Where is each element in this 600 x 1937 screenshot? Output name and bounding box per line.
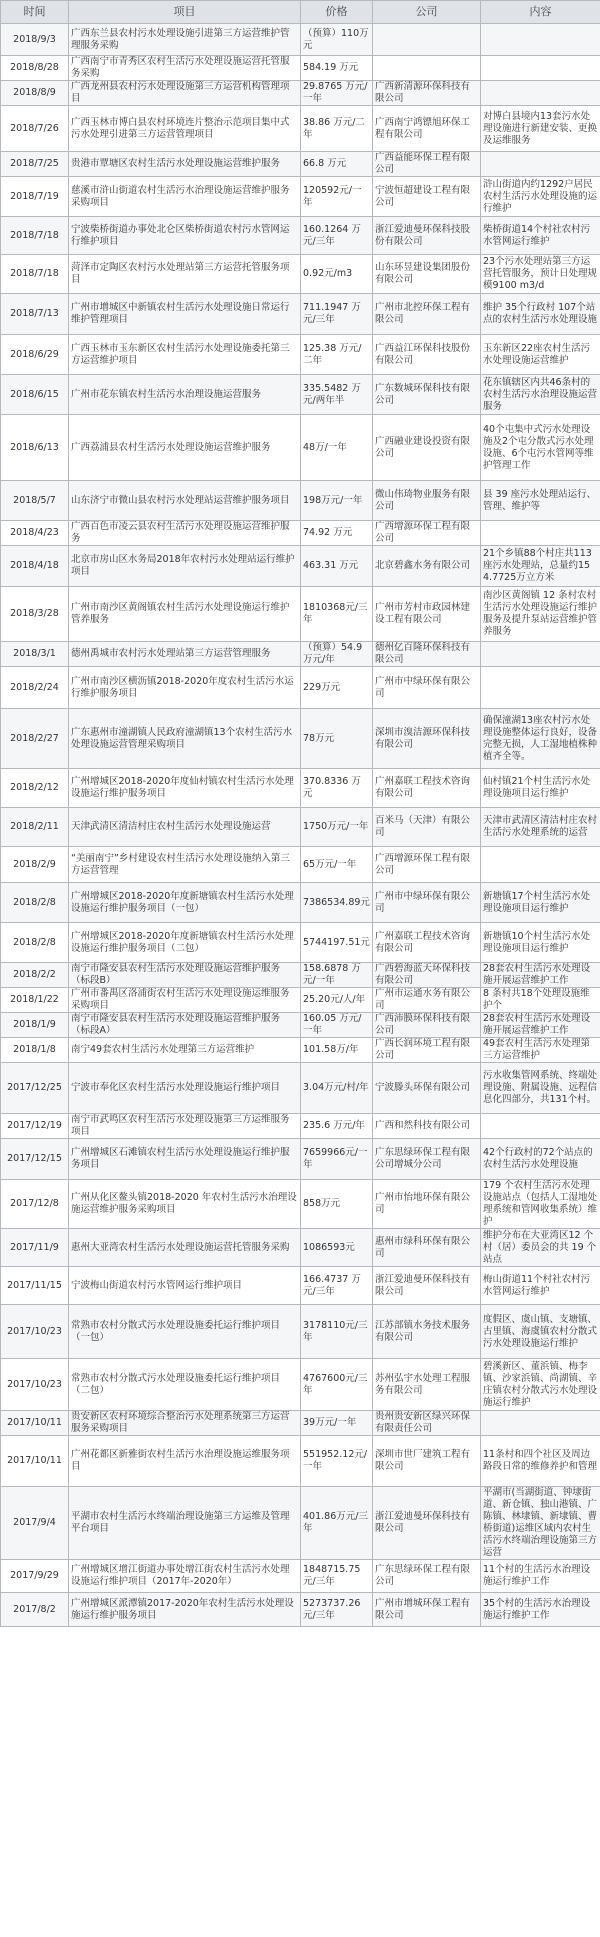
cell-date: 2018/7/18	[1, 255, 69, 294]
cell-company: 北京碧鑫水务有限公司	[373, 546, 481, 587]
table-row	[1, 988, 600, 1013]
cell-project: 南宁49套农村生活污水处理第三方运营维护	[69, 1038, 301, 1063]
table-row	[1, 709, 600, 769]
cell-project: 常熟市农村分散式污水处理设施委托运行维护项目（二包）	[69, 1359, 301, 1411]
cell-company: 浙江爱迪曼环保科技股份有限公司	[373, 217, 481, 255]
cell-price: 120592元/一年	[301, 177, 373, 217]
cell-price: 3.04万元/村/年	[301, 1063, 373, 1114]
cell-project: 南宁市隆安县农村生活污水处理设施运营维护服务（标段A）	[69, 1013, 301, 1038]
cell-company: 百米马（天津）有限公司	[373, 808, 481, 847]
table-row	[1, 217, 600, 255]
cell-date: 2018/2/9	[1, 847, 69, 883]
table-row	[1, 481, 600, 521]
cell-company: 广州市增城环保工程有限公司	[373, 1593, 481, 1627]
cell-project: 北京市房山区水务局2018年农村污水处理站运行维护项目	[69, 546, 301, 587]
cell-price: 48万/一年	[301, 415, 373, 481]
cell-content: 28套农村生活污水处理设施开展运营维护工作	[481, 963, 600, 988]
cell-content	[481, 152, 600, 177]
table-row	[1, 1593, 600, 1627]
cell-project: 惠州大亚湾农村生活污水处理设施运营托管服务采购	[69, 1229, 301, 1267]
table-row	[1, 375, 600, 415]
cell-content: 天津市武清区清洁村庄农村生活污水处理系统的运营	[481, 808, 600, 847]
cell-date: 2018/7/25	[1, 152, 69, 177]
table-row	[1, 667, 600, 709]
cell-company	[373, 24, 481, 56]
table-row	[1, 1013, 600, 1038]
cell-company: 广州市怡地环保有限公司	[373, 1180, 481, 1229]
cell-project: 广西南宁市青秀区农村生活污水处理设施运营托管服务采购	[69, 56, 301, 81]
table-row	[1, 546, 600, 587]
cell-price: 65万元/一年	[301, 847, 373, 883]
cell-price: 335.5482 万元/两年半	[301, 375, 373, 415]
cell-price: 1848715.75 元/三年	[301, 1560, 373, 1593]
cell-project: 广州市南沙区黄阁镇农村生活污水处理设施运行维护管养服务	[69, 587, 301, 642]
cell-date: 2018/2/2	[1, 963, 69, 988]
cell-company: 广州市北控环保工程有限公司	[373, 294, 481, 335]
cell-date: 2018/2/8	[1, 923, 69, 963]
table-row	[1, 1411, 600, 1436]
table-row	[1, 1436, 600, 1487]
cell-price: 858万元	[301, 1180, 373, 1229]
cell-date: 2018/5/7	[1, 481, 69, 521]
cell-date: 2018/4/23	[1, 521, 69, 546]
cell-project: 贵港市覃塘区农村生活污水处理设施运营维护服务	[69, 152, 301, 177]
cell-project: 宁波市奉化区农村生活污水处理设施运行维护项目	[69, 1063, 301, 1114]
cell-date: 2018/2/12	[1, 769, 69, 808]
table-row	[1, 1359, 600, 1411]
cell-content	[481, 667, 600, 709]
cell-company: 浙江爱迪曼环保科技有限公司	[373, 1487, 481, 1560]
cell-company: 惠州市绿科环保有限公司	[373, 1229, 481, 1267]
cell-project: 山东济宁市微山县农村污水处理站运营维护服务项目	[69, 481, 301, 521]
cell-company: 广西沛膜环保科技有限公司	[373, 1013, 481, 1038]
cell-project: 慈溪市浒山街道农村生活污水治理设施运营维护服务采购项目	[69, 177, 301, 217]
cell-project: 广西龙州县农村污水处理设施第三方运营机构管理项目	[69, 81, 301, 106]
cell-content: 11个村的生活污水治理设施运行维护工作	[481, 1560, 600, 1593]
cell-project: 广州市花东镇农村生活污水治理设施运营服务	[69, 375, 301, 415]
cell-date: 2018/1/22	[1, 988, 69, 1013]
cell-project: 常熟市农村分散式污水处理设施委托运行维护项目（一包）	[69, 1305, 301, 1359]
cell-company: 广西长润环境工程有限公司	[373, 1038, 481, 1063]
cell-project: 贵安新区农村环境综合整治污水处理系统第三方运营服务采购项目	[69, 1411, 301, 1436]
cell-price: 160.05 万元/一年	[301, 1013, 373, 1038]
table-row	[1, 106, 600, 152]
cell-project: 广州增城区派潭镇2017-2020年农村生活污水处理设施运行维护服务项目	[69, 1593, 301, 1627]
cell-content	[481, 642, 600, 667]
cell-content: 平湖市(当湖街道、钟埭街道、新仓镇、独山港镇、广陈镇、林埭镇、新埭镇、曹桥街道)运维区域内农村生活污水终端治理设施第三方运营	[481, 1487, 600, 1560]
cell-company: 广西增源环保工程有限公司	[373, 521, 481, 546]
table-body	[1, 24, 600, 1627]
cell-price: 198万元/一年	[301, 481, 373, 521]
cell-project: 平湖市农村生活污水终端治理设施第三方运维及管理平台项目	[69, 1487, 301, 1560]
cell-date: 2018/2/11	[1, 808, 69, 847]
cell-content	[481, 24, 600, 56]
cell-price: （预算）110万元	[301, 24, 373, 56]
table-row	[1, 847, 600, 883]
cell-content: 179 个农村生活污水处理设施站点（包括人工湿地处理系统和管网收集系统）维护	[481, 1180, 600, 1229]
cell-company	[373, 56, 481, 81]
cell-content	[481, 1411, 600, 1436]
table-row	[1, 1229, 600, 1267]
table-row	[1, 1114, 600, 1139]
cell-project: 广州增城区2018-2020年度仙村镇农村生活污水处理设施运行维护服务项目	[69, 769, 301, 808]
cell-project: 广州市南沙区横沥镇2018-2020年度农村生活污水运行维护服务项目	[69, 667, 301, 709]
cell-content: 35个村的生活污水治理设施运行维护工作	[481, 1593, 600, 1627]
cell-project: 广州增城区2018-2020年度新塘镇农村生活污水处理设施运行维护服务项目（一包）	[69, 883, 301, 923]
table-row	[1, 152, 600, 177]
cell-date: 2017/10/11	[1, 1411, 69, 1436]
cell-date: 2017/10/23	[1, 1359, 69, 1411]
cell-content: 污水收集管网系统、终端处理设施、附属设施、远程信息化四部分，共131个村。	[481, 1063, 600, 1114]
cell-content	[481, 1114, 600, 1139]
table-row	[1, 56, 600, 81]
table-row	[1, 81, 600, 106]
cell-company: 广州市芳村市政园林建设工程有限公司	[373, 587, 481, 642]
table-row	[1, 1139, 600, 1180]
cell-project: 南宁市隆安县农村生活污水处理设施运营维护服务（标段B）	[69, 963, 301, 988]
cell-date: 2018/1/8	[1, 1038, 69, 1063]
cell-company: 广西增源环保工程有限公司	[373, 847, 481, 883]
cell-project: 广州从化区鳌头镇2018-2020 年农村生活污水治理设施运营维护服务采购项目	[69, 1180, 301, 1229]
cell-content	[481, 847, 600, 883]
cell-content: 维护 35个行政村 107个站点的农村生活污水处理设施	[481, 294, 600, 335]
cell-project: 德州禹城市农村污水处理站第三方运营管理服务	[69, 642, 301, 667]
cell-company: 广西益能环保工程有限公司	[373, 152, 481, 177]
cell-price: 551952.12元/一年	[301, 1436, 373, 1487]
cell-date: 2018/2/8	[1, 883, 69, 923]
cell-company: 广东数城环保科技有限公司	[373, 375, 481, 415]
cell-project: 广西百色市凌云县农村生活污水处理设施运营维护服务	[69, 521, 301, 546]
cell-price: 5744197.51元	[301, 923, 373, 963]
cell-content: 42个行政村的72个站点的农村生活污水处理设施	[481, 1139, 600, 1180]
cell-date: 2018/7/18	[1, 217, 69, 255]
cell-content	[481, 56, 600, 81]
cell-company: 广西南宁鸿镖旭环保工程有限公司	[373, 106, 481, 152]
cell-price: 66.8 万元	[301, 152, 373, 177]
cell-date: 2018/3/28	[1, 587, 69, 642]
table-row	[1, 808, 600, 847]
cell-price: 29.8765 万元/一年	[301, 81, 373, 106]
cell-price: 370.8336 万元	[301, 769, 373, 808]
table-row	[1, 1305, 600, 1359]
cell-content: 对博白县境内13套污水处理设施进行新建安装、更换及运维服务	[481, 106, 600, 152]
cell-company: 贵州贵安新区绿兴环保有限责任公司	[373, 1411, 481, 1436]
cell-company: 广西融业建设投资有限公司	[373, 415, 481, 481]
header-project: 项目	[69, 1, 301, 24]
cell-date: 2018/4/18	[1, 546, 69, 587]
cell-company: 广东思绿环保工程有限公司增城分公司	[373, 1139, 481, 1180]
cell-date: 2017/12/15	[1, 1139, 69, 1180]
cell-date: 2018/9/3	[1, 24, 69, 56]
cell-company: 广州市运通水务有限公司	[373, 988, 481, 1013]
header-date: 时间	[1, 1, 69, 24]
cell-date: 2017/10/11	[1, 1436, 69, 1487]
cell-date: 2018/7/26	[1, 106, 69, 152]
cell-project: 菏泽市定陶区农村污水处理站第三方运营托管服务项目	[69, 255, 301, 294]
cell-date: 2018/6/29	[1, 335, 69, 375]
table-row	[1, 963, 600, 988]
cell-price: 74.92 万元	[301, 521, 373, 546]
cell-content: 南沙区黄阁镇 12 条村农村生活污水处理设施运行维护服务及提升泵站运营维护管养服务	[481, 587, 600, 642]
cell-company: 广西碧海蓝天环保科技有限公司	[373, 963, 481, 988]
table-row	[1, 415, 600, 481]
cell-price: 463.31 万元	[301, 546, 373, 587]
cell-date: 2018/7/19	[1, 177, 69, 217]
cell-company: 广州市中绿环保有限公司	[373, 667, 481, 709]
cell-content: 11条村和四个社区及周边路段日常的维修养护和管理	[481, 1436, 600, 1487]
cell-project: 天津武清区清洁村庄农村生活污水处理设施运营	[69, 808, 301, 847]
cell-content: 碧溪新区、董浜镇、梅李镇、沙家浜镇、尚湖镇、辛庄镇农村分散式污水处理设施运行维护	[481, 1359, 600, 1411]
cell-price: 3178110元/三年	[301, 1305, 373, 1359]
table-row	[1, 883, 600, 923]
table-row	[1, 1267, 600, 1305]
cell-project: 广西荔浦县农村生活污水处理设施运营维护服务	[69, 415, 301, 481]
table-row	[1, 294, 600, 335]
cell-content: 花东镇辖区内共46条村的农村生活污水治理设施运营服务	[481, 375, 600, 415]
cell-project: “美丽南宁”乡村建设农村生活污水处理设施纳入第三方运营管理	[69, 847, 301, 883]
cell-project: 宁波柴桥街道办事处北仑区柴桥街道农村污水管网运行维护项目	[69, 217, 301, 255]
cell-price: 711.1947 万元/三年	[301, 294, 373, 335]
cell-project: 广州花都区新雅街农村生活污水治理设施运维服务项目	[69, 1436, 301, 1487]
cell-content	[481, 81, 600, 106]
table-row	[1, 642, 600, 667]
cell-content: 县 39 座污水处理站运行、管理、维护等	[481, 481, 600, 521]
cell-content: 仙村镇21个村生活污水处理设施项目运行维护	[481, 769, 600, 808]
cell-price: 584.19 万元	[301, 56, 373, 81]
cell-date: 2017/12/8	[1, 1180, 69, 1229]
cell-project: 广州增城区石滩镇农村生活污水处理设施运行维护服务项目	[69, 1139, 301, 1180]
cell-project: 广州增城区2018-2020年度新塘镇农村生活污水处理设施运行维护服务项目（二包）	[69, 923, 301, 963]
header-company: 公司	[373, 1, 481, 24]
table-row	[1, 255, 600, 294]
cell-price: 4767600元/三年	[301, 1359, 373, 1411]
cell-project: 宁波梅山街道农村污水管网运行维护项目	[69, 1267, 301, 1305]
cell-price: 158.6878 万元/一年	[301, 963, 373, 988]
cell-price: 7659966元/一年	[301, 1139, 373, 1180]
table-row	[1, 769, 600, 808]
cell-company: 浙江爱迪曼环保科技有限公司	[373, 1267, 481, 1305]
cell-price: 25.20元/人/年	[301, 988, 373, 1013]
cell-date: 2018/7/13	[1, 294, 69, 335]
cell-company: 广州市中绿环保有限公司	[373, 883, 481, 923]
cell-content: 梅山街道11个村社农村污水管网运行维护	[481, 1267, 600, 1305]
cell-project: 广西玉林市玉东新区农村生活污水处理设施委托第三方运营维护项目	[69, 335, 301, 375]
cell-price: 160.1264 万元/三年	[301, 217, 373, 255]
cell-price: 5273737.26 元/三年	[301, 1593, 373, 1627]
cell-company: 深圳市溴洁源环保科技有限公司	[373, 709, 481, 769]
cell-price: 166.4737 万元/三年	[301, 1267, 373, 1305]
cell-date: 2018/8/28	[1, 56, 69, 81]
cell-date: 2018/8/9	[1, 81, 69, 106]
cell-company: 广西和然科技有限公司	[373, 1114, 481, 1139]
cell-content: 28套农村生活污水处理设施开展运营维护工作	[481, 1013, 600, 1038]
cell-company: 广西新清源环保科技有限公司	[373, 81, 481, 106]
cell-price: （预算）54.9万元/年	[301, 642, 373, 667]
cell-project: 南宁市武鸣区农村生活污水处理设施第三方运维服务项目	[69, 1114, 301, 1139]
cell-company: 山东环昱建设集团股份有限公司	[373, 255, 481, 294]
cell-content: 度假区、虞山镇、支塘镇、古里镇、海虞镇农村分散式污水处理设施运行维护	[481, 1305, 600, 1359]
cell-project: 广州市番禺区洛浦街农村生活污水处理设施运维服务采购项目	[69, 988, 301, 1013]
cell-project: 广州增城区增江街道办事处增江街农村生活污水处理设施运行维护项目（2017年-2020年）	[69, 1560, 301, 1593]
cell-content: 柴桥街道14个村社农村污水管网运行维护	[481, 217, 600, 255]
cell-company: 江苏部镇水务技术服务有限公司	[373, 1305, 481, 1359]
table-row	[1, 1180, 600, 1229]
table-row	[1, 521, 600, 546]
table-row	[1, 587, 600, 642]
table-row	[1, 1560, 600, 1593]
cell-price: 125.38 万元/二年	[301, 335, 373, 375]
cell-date: 2017/9/29	[1, 1560, 69, 1593]
cell-date: 2017/12/19	[1, 1114, 69, 1139]
cell-content: 新塘镇10个村生活污水处理设施项目运行维护	[481, 923, 600, 963]
cell-date: 2018/2/24	[1, 667, 69, 709]
cell-content: 23个污水处理站第三方运营托管服务，预计日处理规模9100 m3/d	[481, 255, 600, 294]
table-row	[1, 1038, 600, 1063]
cell-project: 广西玉林市博白县农村环境连片整治示范项目集中式污水处理引进第三方运营管理项目	[69, 106, 301, 152]
cell-price: 38.86 万元/二年	[301, 106, 373, 152]
header-content: 内容	[481, 1, 600, 24]
table-row	[1, 24, 600, 56]
cell-company: 苏州弘宇水处理工程服务有限公司	[373, 1359, 481, 1411]
cell-price: 78万元	[301, 709, 373, 769]
header-row	[1, 1, 600, 24]
cell-project: 广西东兰县农村污水处理设施引进第三方运营维护管理服务采购	[69, 24, 301, 56]
cell-content: 8 条村共18个处理设施维护个	[481, 988, 600, 1013]
cell-date: 2017/10/23	[1, 1305, 69, 1359]
cell-content: 新塘镇17个村生活污水处理设施项目运行维护	[481, 883, 600, 923]
cell-company: 德州亿百隆环保科技有限公司	[373, 642, 481, 667]
cell-price: 1810368元/三年	[301, 587, 373, 642]
table-row	[1, 923, 600, 963]
cell-content: 40个屯集中式污水处理设施及2个屯分散式污水处理设施、6个屯污水管网等维护管理工作	[481, 415, 600, 481]
cell-date: 2018/2/27	[1, 709, 69, 769]
cell-date: 2017/9/4	[1, 1487, 69, 1560]
cell-company: 微山伟琦物业服务有限公司	[373, 481, 481, 521]
cell-price: 39万元/一年	[301, 1411, 373, 1436]
table-row	[1, 177, 600, 217]
cell-content: 浒山街道内约1292户居民农村生活污水处理设施的运行维护	[481, 177, 600, 217]
cell-price: 0.92元/m3	[301, 255, 373, 294]
cell-date: 2018/1/9	[1, 1013, 69, 1038]
cell-price: 1086593元	[301, 1229, 373, 1267]
cell-company: 宁波恒超建设工程有限公司	[373, 177, 481, 217]
cell-date: 2018/3/1	[1, 642, 69, 667]
cell-company: 广东思绿环保工程有限公司	[373, 1560, 481, 1593]
cell-date: 2018/6/13	[1, 415, 69, 481]
cell-content: 49套农村生活污水处理第三方运营维护	[481, 1038, 600, 1063]
cell-project: 广州市增城区中新镇农村生活污水处理设施日常运行维护管理项目	[69, 294, 301, 335]
cell-date: 2017/8/2	[1, 1593, 69, 1627]
cell-price: 101.58万/年	[301, 1038, 373, 1063]
table-row	[1, 335, 600, 375]
cell-date: 2017/12/25	[1, 1063, 69, 1114]
header-price: 价格	[301, 1, 373, 24]
cell-company: 宁波滕头环保有限公司	[373, 1063, 481, 1114]
cell-price: 401.86万元/三年	[301, 1487, 373, 1560]
cell-date: 2017/11/15	[1, 1267, 69, 1305]
cell-date: 2017/11/9	[1, 1229, 69, 1267]
cell-company: 广州嘉联工程技术咨询有限公司	[373, 923, 481, 963]
cell-price: 1750万元/一年	[301, 808, 373, 847]
cell-price: 235.6 万元/年	[301, 1114, 373, 1139]
cell-content: 21个乡镇88个村庄共113座污水处理站，总量约154.7725万立方米	[481, 546, 600, 587]
table-row	[1, 1487, 600, 1560]
cell-company: 广西益江环保科技股份有限公司	[373, 335, 481, 375]
cell-company: 广州嘉联工程技术咨询有限公司	[373, 769, 481, 808]
cell-company: 深圳市世厂建筑工程有限公司	[373, 1436, 481, 1487]
cell-content: 玉东新区22座农村生活污水处理设施运营维护	[481, 335, 600, 375]
cell-price: 229万元	[301, 667, 373, 709]
cell-content: 确保潼湖13座农村污水处理设施整体运行良好，设备完整无损，人工湿地植株种植齐全等。	[481, 709, 600, 769]
cell-date: 2018/6/15	[1, 375, 69, 415]
cell-project: 广东惠州市潼湖镇人民政府潼湖镇13个农村生活污水处理设施运营管理采购项目	[69, 709, 301, 769]
cell-content	[481, 521, 600, 546]
cell-price: 7386534.89元	[301, 883, 373, 923]
table-row	[1, 1063, 600, 1114]
cell-content: 维护分布在大亚湾区12 个村（居）委员会的共 19 个站点	[481, 1229, 600, 1267]
